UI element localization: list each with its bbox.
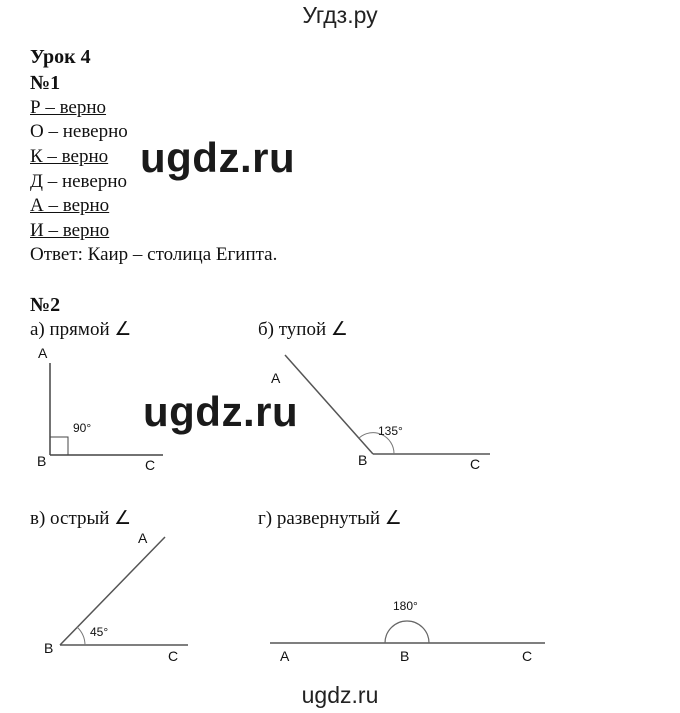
obtuse-angle-label-b: B	[358, 452, 368, 468]
right-angle-label-c: C	[145, 457, 156, 473]
straight-angle-label-b: B	[400, 648, 410, 664]
task1-line-4: Д – неверно	[30, 171, 128, 192]
angle-caption-right: а) прямой ∠	[30, 319, 132, 340]
site-header: Угдз.ру	[302, 2, 378, 28]
acute-angle-label-b: B	[44, 640, 54, 656]
site-footer: ugdz.ru	[301, 682, 379, 708]
angle-caption-obtuse: б) тупой ∠	[258, 319, 348, 340]
straight-angle-label-a: A	[280, 648, 290, 664]
acute-angle-diagram	[44, 530, 188, 664]
acute-angle-degrees: 45°	[90, 625, 109, 639]
acute-angle-label-a: A	[138, 530, 148, 546]
obtuse-angle-label-a: A	[271, 370, 281, 386]
right-angle-degrees: 90°	[73, 421, 92, 435]
lesson-title: Урок 4	[30, 46, 91, 68]
straight-angle-degrees: 180°	[393, 599, 418, 613]
task1-number: №1	[30, 72, 61, 94]
straight-angle-diagram	[270, 599, 545, 664]
task1-line-5: А – верно	[30, 195, 110, 216]
straight-angle-label-c: C	[522, 648, 533, 664]
obtuse-angle-label-c: C	[470, 456, 481, 472]
watermark-2: ugdz.ru	[143, 388, 299, 435]
task1-line-3: К – верно	[30, 146, 109, 167]
obtuse-angle-diagram	[271, 355, 490, 472]
angle-caption-straight: г) развернутый ∠	[258, 508, 402, 529]
task1-line-1: Р – верно	[30, 97, 107, 118]
right-angle-label-b: B	[37, 453, 47, 469]
task1-line-2: О – неверно	[30, 121, 128, 142]
angle-caption-acute: в) острый ∠	[30, 508, 132, 529]
watermark-1: ugdz.ru	[140, 134, 296, 181]
right-angle-diagram	[37, 345, 163, 473]
task2-number: №2	[30, 294, 61, 316]
obtuse-angle-degrees: 135°	[378, 424, 403, 438]
right-angle-label-a: A	[38, 345, 48, 361]
acute-angle-label-c: C	[168, 648, 179, 664]
task1-line-6: И – верно	[30, 220, 110, 241]
task1-answer: Ответ: Каир – столица Египта.	[30, 244, 278, 265]
